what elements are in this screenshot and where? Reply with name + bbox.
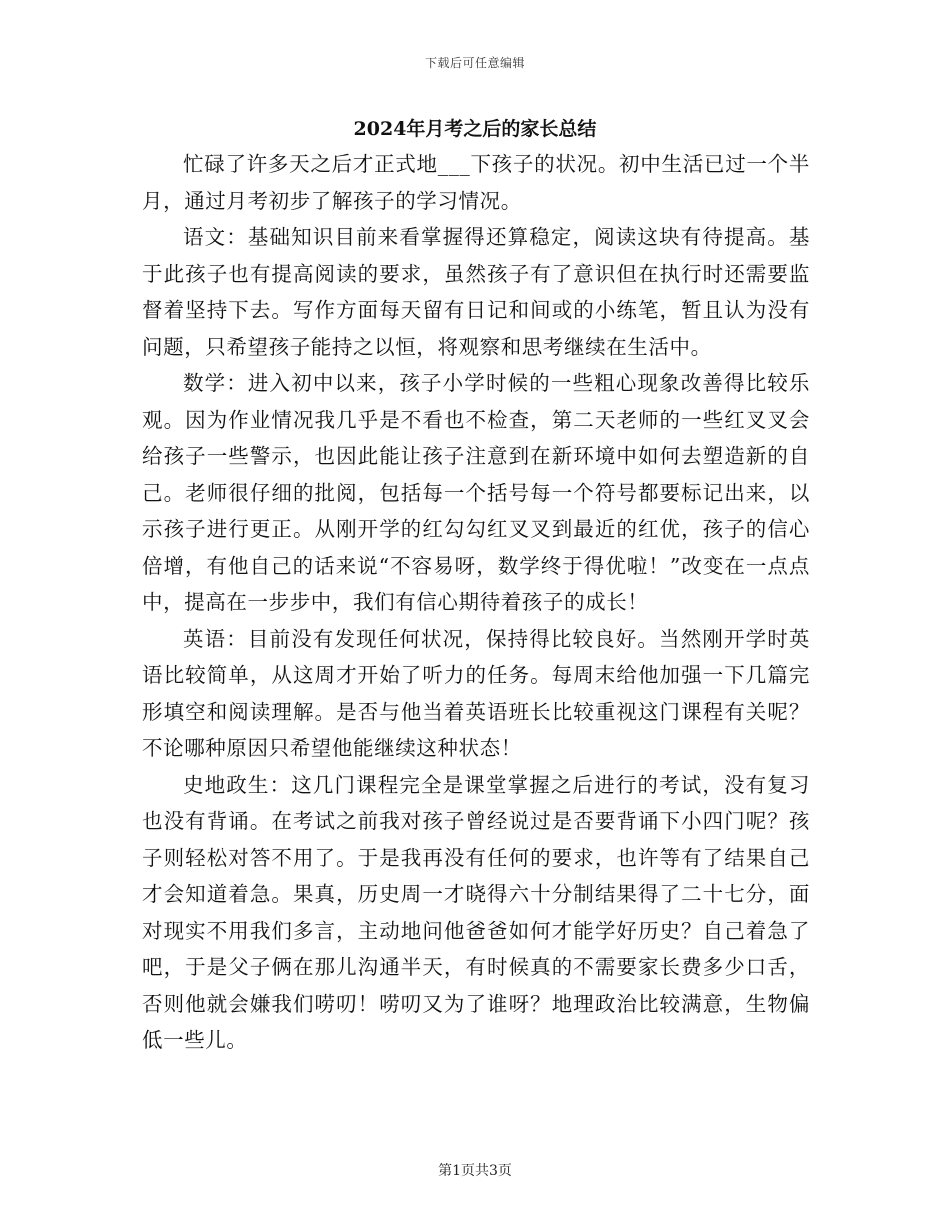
paragraph-intro: 忙碌了许多天之后才正式地___下孩子的状况。初中生活已过一个半月，通过月考初步了解孩子的学习情况。 [142,152,810,213]
download-note: 下载后可任意编辑 [424,56,525,70]
paragraph-other-subjects: 史地政生：这几门课程完全是课堂掌握之后进行的考试，没有复习也没有背诵。在考试之前我对孩子曾经说过是否要背诵下小四门呢？孩子则轻松对答不用了。于是我再没有任何的要求，也许等有了结果自己才会知道着急。果真，历史周一才晓得六十分制结果得了二十七分，面对现实不用我们多言，主动地问他爸爸如何才能学好历史？自己着急了吧，于是父子俩在那儿沟通半天，有时候真的不需要家长费多少口舌，否则他就会嫌我们唠叨！唠叨又为了谁呀？地理政治比较满意，生物偏低一些儿。 [142,772,810,1052]
paragraph-chinese: 语文：基础知识目前来看掌握得还算稳定，阅读这块有待提高。基于此孩子也有提高阅读的要求，虽然孩子有了意识但在执行时还需要监督着坚持下去。写作方面每天留有日记和间或的小练笔，暂且认为没有问题，只希望孩子能持之以恒，将观察和思考继续在生活中。 [142,225,810,359]
document-title: 2024年月考之后的家长总结 [353,118,597,140]
paragraph-english: 英语：目前没有发现任何状况，保持得比较良好。当然刚开学时英语比较简单，从这周才开始了听力的任务。每周末给他加强一下几篇完形填空和阅读理解。是否与他当着英语班长比较重视这门课程有关呢？不论哪种原因只希望他能继续这种状态！ [142,626,810,760]
document-body [142,146,810,1059]
page-number: 第1页共3页 [438,1163,512,1179]
paragraph-math: 数学：进入初中以来，孩子小学时候的一些粗心现象改善得比较乐观。因为作业情况我几乎是不看也不检查，第二天老师的一些红叉叉会给孩子一些警示，也因此能让孩子注意到在新环境中如何去塑造新的自己。老师很仔细的批阅，包括每一个括号每一个符号都要标记出来，以示孩子进行更正。从刚开学的红勾勾红叉叉到最近的红优，孩子的信心倍增，有他自己的话来说“不容易呀，数学终于得优啦！”改变在一点点中，提高在一步步中，我们有信心期待着孩子的成长！ [142,371,810,614]
